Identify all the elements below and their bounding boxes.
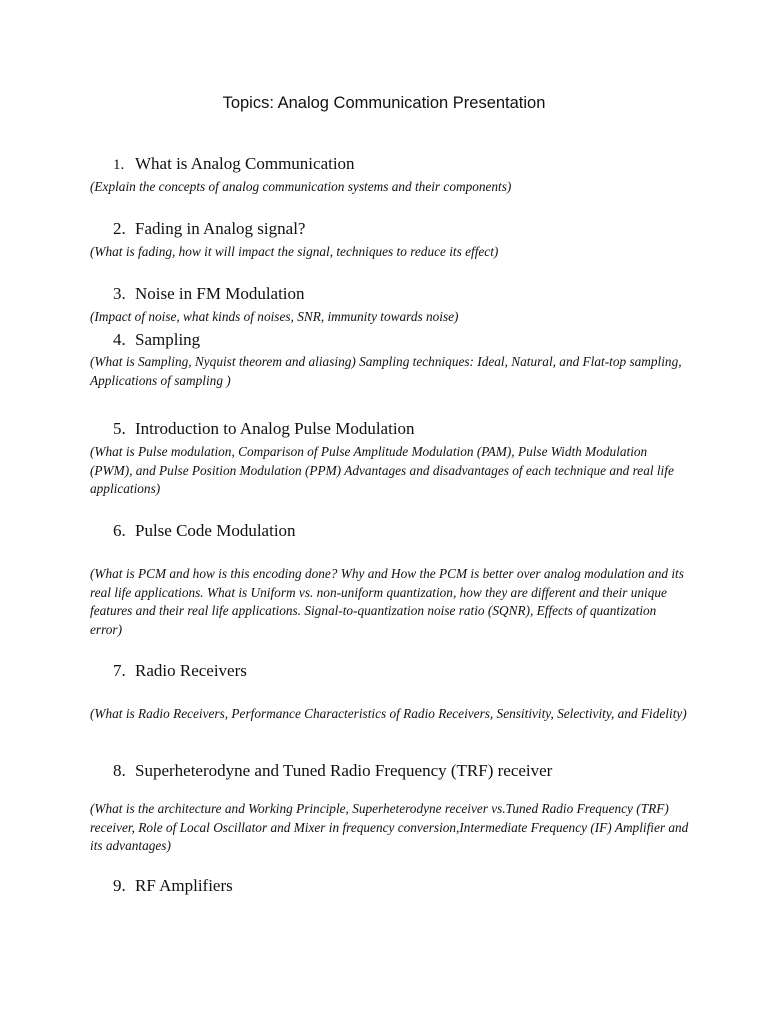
topic-number: 4.: [113, 330, 126, 349]
topic-title: Introduction to Analog Pulse Modulation: [135, 419, 415, 438]
topic-7-heading: [113, 661, 247, 681]
topic-title: Radio Receivers: [135, 661, 247, 680]
topic-2-heading: [113, 219, 305, 239]
topic-title: Superheterodyne and Tuned Radio Frequency (TRF) receiver: [135, 761, 553, 780]
topic-title: Sampling: [135, 330, 201, 349]
topic-title: What is Analog Communication: [135, 154, 355, 173]
topic-8-description: (What is the architecture and Working Principle, Superheterodyne receiver vs.Tuned Radio Frequency (TRF) receiver, Role of Local Oscillator and Mixer in frequency conversion,Intermediate Frequency (IF) Amplifier and its advantages): [90, 801, 689, 853]
topic-6-heading: [113, 521, 296, 541]
topic-3-heading: [113, 284, 305, 304]
topic-title: Noise in FM Modulation: [135, 284, 305, 303]
topic-5-description: (What is Pulse modulation, Comparison of Pulse Amplitude Modulation (PAM), Pulse Width Modulation (PWM), and Pulse Position Modulation (PPM) Advantages and disadvantages of each technique and real life applications): [90, 444, 674, 496]
topic-number: 6.: [113, 521, 126, 540]
topic-number: 8.: [113, 761, 126, 780]
topic-number: 7.: [113, 661, 126, 680]
topic-4-description: (What is Sampling, Nyquist theorem and aliasing) Sampling techniques: Ideal, Natural, and Flat-top sampling, Applications of sampling ): [90, 354, 682, 388]
topic-9-heading: [113, 876, 233, 896]
topic-number: 1.: [113, 157, 125, 173]
topic-title: Fading in Analog signal?: [135, 219, 306, 238]
topic-title: RF Amplifiers: [135, 876, 233, 895]
topic-number: 2.: [113, 219, 126, 238]
topic-7-description: (What is Radio Receivers, Performance Characteristics of Radio Receivers, Sensitivity, Selectivity, and Fidelity): [90, 706, 687, 721]
topic-number: 9.: [113, 876, 126, 895]
topic-title: Pulse Code Modulation: [135, 521, 296, 540]
topic-3-description: (Impact of noise, what kinds of noises, SNR, immunity towards noise): [90, 309, 459, 324]
topic-number: 5.: [113, 419, 126, 438]
topic-4-heading: [113, 330, 200, 350]
topic-number: 3.: [113, 284, 126, 303]
topic-6-description: (What is PCM and how is this encoding done? Why and How the PCM is better over analog modulation and its real life applications. What is Uniform vs. non-uniform quantization, how they are different and their unique features and their real life applications. Signal-to-quantization noise ratio (SQNR), Effects of quantization error): [90, 566, 684, 637]
topic-8-heading: [113, 761, 552, 781]
topic-1-description: (Explain the concepts of analog communication systems and their components): [90, 179, 512, 194]
page-title: Topics: Analog Communication Presentation: [222, 94, 546, 112]
topic-5-heading: [113, 419, 415, 439]
topic-2-description: (What is fading, how it will impact the signal, techniques to reduce its effect): [90, 244, 499, 259]
topic-1-heading: [113, 154, 355, 174]
